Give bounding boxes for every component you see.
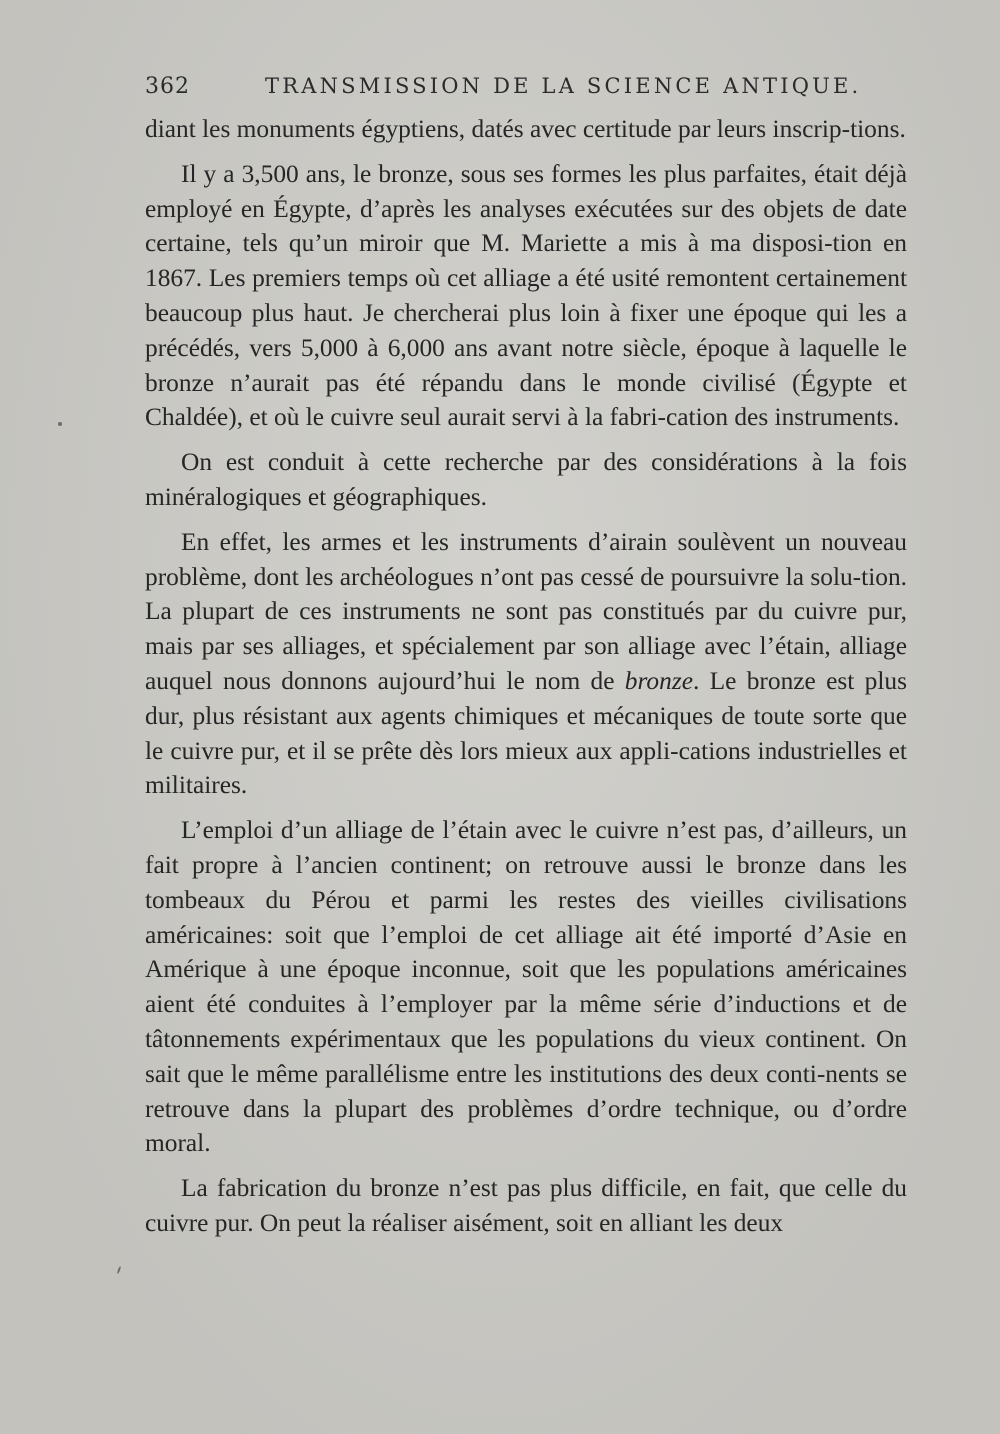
paragraph-bronze-in-egypt: Il y a 3,500 ans, le bronze, sous ses formes les plus parfaites, était déjà employé en Égypte, d’après les analyses exécutées sur des objets de date certaine, tels qu’un miroir que M. Mariette a mis à ma disposi-tion en 1867. Les premiers temps où cet alliage a été usité remontent certainement beaucoup plus haut. Je chercherai plus loin à fixer une époque qui les a précédés, vers 5,000 à 6,000 ans avant notre siècle, époque à laquelle le bronze n’aurait pas été répandu dans le monde civilisé (Égypte et Chaldée), et où le cuivre seul aurait servi à la fabri-cation des instruments. xyxy=(145,159,907,432)
paragraph-arms-and-instruments: En effet, les armes et les instruments d’airain soulèvent un nouveau problème, dont les archéologues n’ont pas cessé de poursuivre la solu-tion. La plupart de ces instruments ne sont pas constitués par du cuivre pur, mais par ses alliages, et spécialement par son alliage avec l’étain, alliage auquel nous donnons aujourd’hui le nom de bronze. Le bronze est plus dur, plus résistant aux agents chimiques et mécaniques de toute sorte que le cuivre pur, et il se prête dès lors mieux aux appli-cations industrielles et militaires. xyxy=(145,527,907,800)
page-header xyxy=(145,70,905,110)
paragraph-bronze-fabrication: La fabrication du bronze n’est pas plus difficile, en fait, que celle du cuivre pur. On peut la réaliser aisément, soit en alliant les deux xyxy=(145,1174,907,1237)
body-text xyxy=(145,112,907,1251)
paragraph-continuation: diant les monuments égyptiens, datés avec certitude par leurs inscrip-tions. xyxy=(145,115,906,143)
paper-mark xyxy=(117,1266,122,1274)
italic-term-bronze: bronze xyxy=(624,666,693,695)
paragraph-americas: L’emploi d’un alliage de l’étain avec le cuivre n’est pas, d’ailleurs, un fait propre à l’ancien continent; on retrouve aussi le bronze dans les tombeaux du Pérou et parmi les restes des vieilles civilisations américaines: soit que l’emploi de cet alliage ait été importé d’Asie en Amérique à une époque inconnue, soit que les populations américaines aient été conduites à l’employer par la même série d’inductions et de tâtonnements expérimentaux que les populations du vieux continent. On sait que le même parallélisme entre les institutions des deux conti-nents se retrouve dans la plupart des problèmes d’ordre technique, ou d’ordre moral. xyxy=(145,816,907,1158)
page-number: 362 xyxy=(145,74,190,99)
paragraph-considerations: On est conduit à cette recherche par des considérations à la fois minéralogiques et géographiques. xyxy=(145,448,907,511)
paper-speck xyxy=(58,422,62,426)
running-title: TRANSMISSION DE LA SCIENCE ANTIQUE. xyxy=(265,74,862,98)
